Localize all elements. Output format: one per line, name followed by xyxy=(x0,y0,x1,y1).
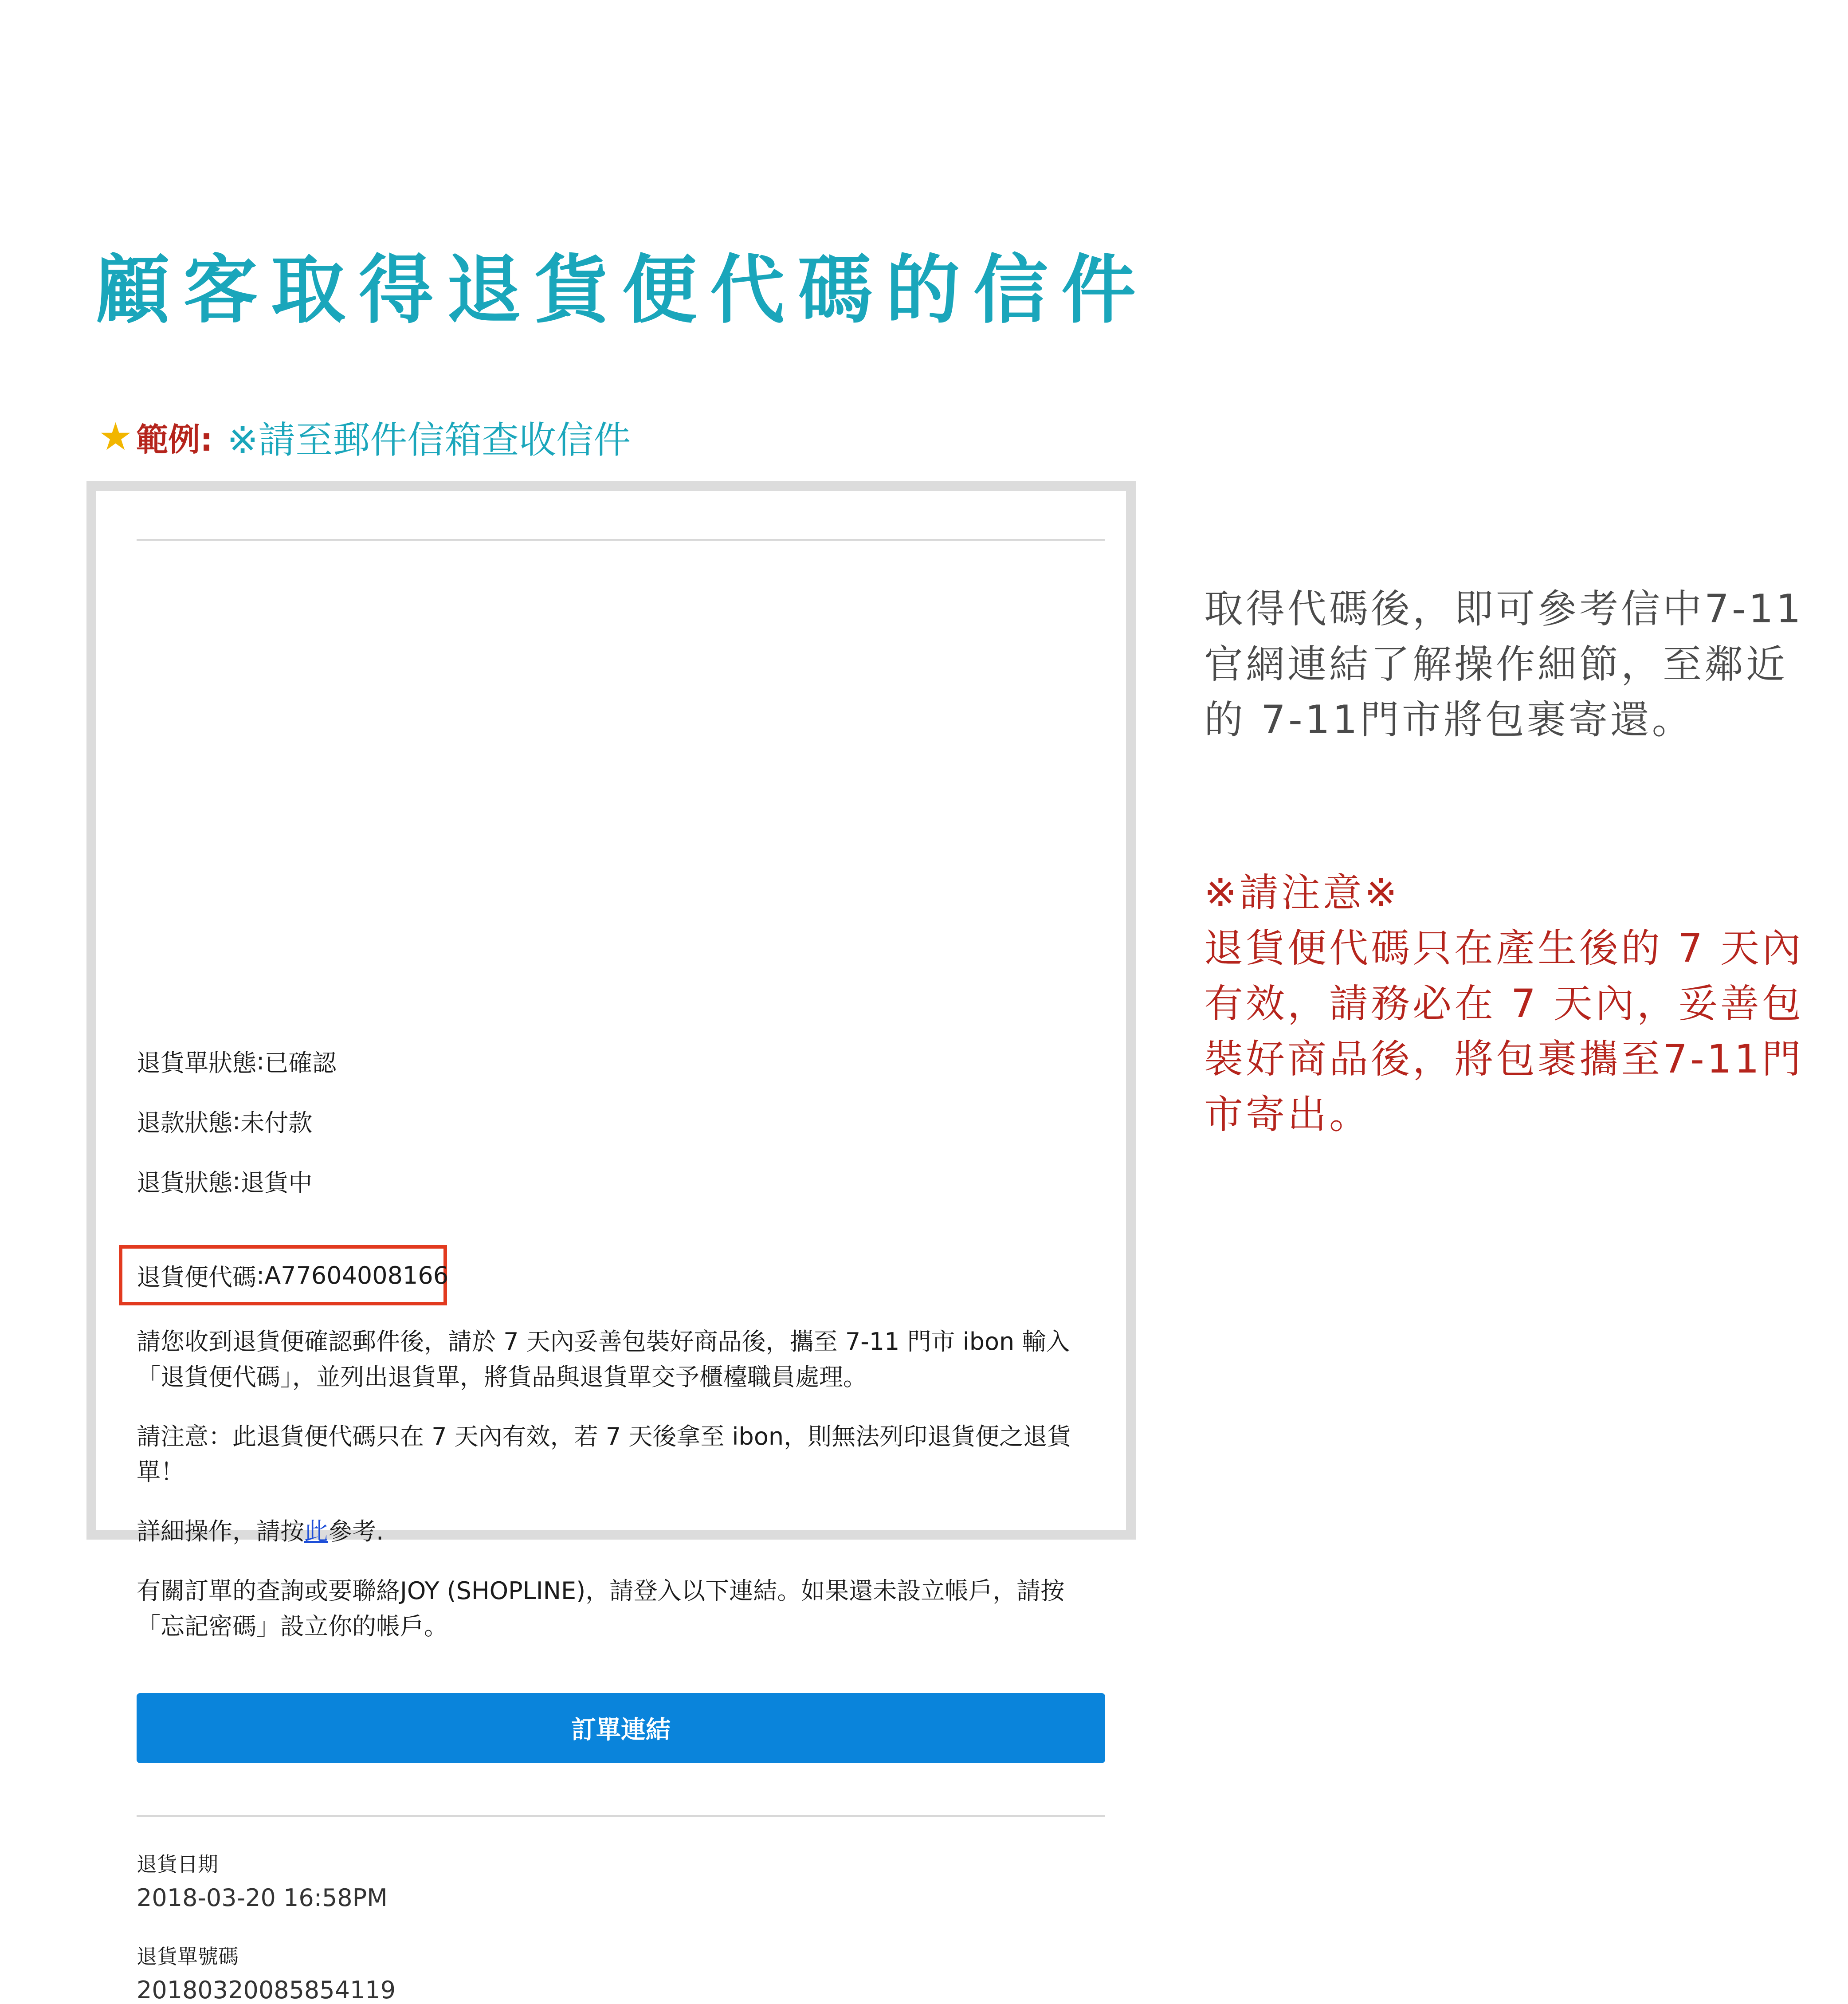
field-label: 退貨狀態 xyxy=(137,1168,232,1197)
instructions-paragraph: 請您收到退貨便確認郵件後，請於 7 天內妥善包裝好商品後，攜至 7-11 門市 ibon 輸入「退貨便代碼」，並列出退貨單，將貨品與退貨單交予櫃檯職員處理。 xyxy=(137,1328,1070,1391)
return-date-label: 退貨日期 xyxy=(137,1852,218,1876)
detail-paragraph: 詳細操作，請按此參考. xyxy=(137,1517,384,1545)
field-label: 退款狀態 xyxy=(137,1108,232,1137)
account-paragraph: 有關訂單的查詢或要聯絡JOY (SHOPLINE)，請登入以下連結。如果還未設立帳戶，請按「忘記密碼」設立你的帳戶。 xyxy=(137,1577,1065,1640)
field-value: 已確認 xyxy=(264,1049,337,1077)
example-label: 範例: xyxy=(136,421,213,458)
return-number-value: 20180320085854119 xyxy=(137,1976,396,2004)
email-body xyxy=(137,491,1105,2004)
notice-body: 退貨便代碼只在產生後的 7 天內有效，請務必在 7 天內，妥善包裝好商品後，將包裹攜至7-11門市寄出。 xyxy=(1204,925,1804,1137)
notice-title: ※請注意※ xyxy=(1204,870,1400,916)
star-icon: ★ xyxy=(98,415,133,459)
field-value: 未付款 xyxy=(240,1108,313,1137)
bottom-divider xyxy=(137,1815,1105,1817)
side-note: 取得代碼後，即可參考信中7-11官網連結了解操作細節，至鄰近的 7-11門市將包裹寄還。 xyxy=(1204,586,1804,743)
example-hint: ※請至郵件信箱查收信件 xyxy=(227,418,631,462)
top-divider xyxy=(137,539,1105,541)
detail-link[interactable]: 此 xyxy=(304,1517,328,1545)
notice-block xyxy=(1204,865,1825,1142)
example-row xyxy=(98,413,631,461)
email-screenshot xyxy=(86,481,1136,2004)
return-code: 退貨便代碼 : A77604008166 xyxy=(137,1253,448,1297)
return-code-value: A77604008166 xyxy=(264,1261,449,1289)
refund-status: 退款狀態 : 未付款 xyxy=(137,1099,312,1143)
field-value: 退貨中 xyxy=(240,1168,313,1197)
return-date-value: 2018-03-20 16:58PM xyxy=(137,1884,388,1912)
return-form-status: 退貨單狀態 : 已確認 xyxy=(137,1039,336,1083)
notice-paragraph: 請注意：此退貨便代碼只在 7 天內有效，若 7 天後拿至 ibon，則無法列印退貨便之退貨單！ xyxy=(137,1422,1071,1486)
return-status: 退貨狀態 : 退貨中 xyxy=(137,1159,312,1203)
return-number-label: 退貨單號碼 xyxy=(137,1945,239,1969)
order-link-button[interactable]: 訂單連結 xyxy=(137,1693,1105,1763)
page-title: 顧客取得退貨便代碼的信件 xyxy=(95,247,1149,334)
field-label: 退貨便代碼 xyxy=(137,1263,256,1291)
field-label: 退貨單狀態 xyxy=(137,1049,256,1077)
